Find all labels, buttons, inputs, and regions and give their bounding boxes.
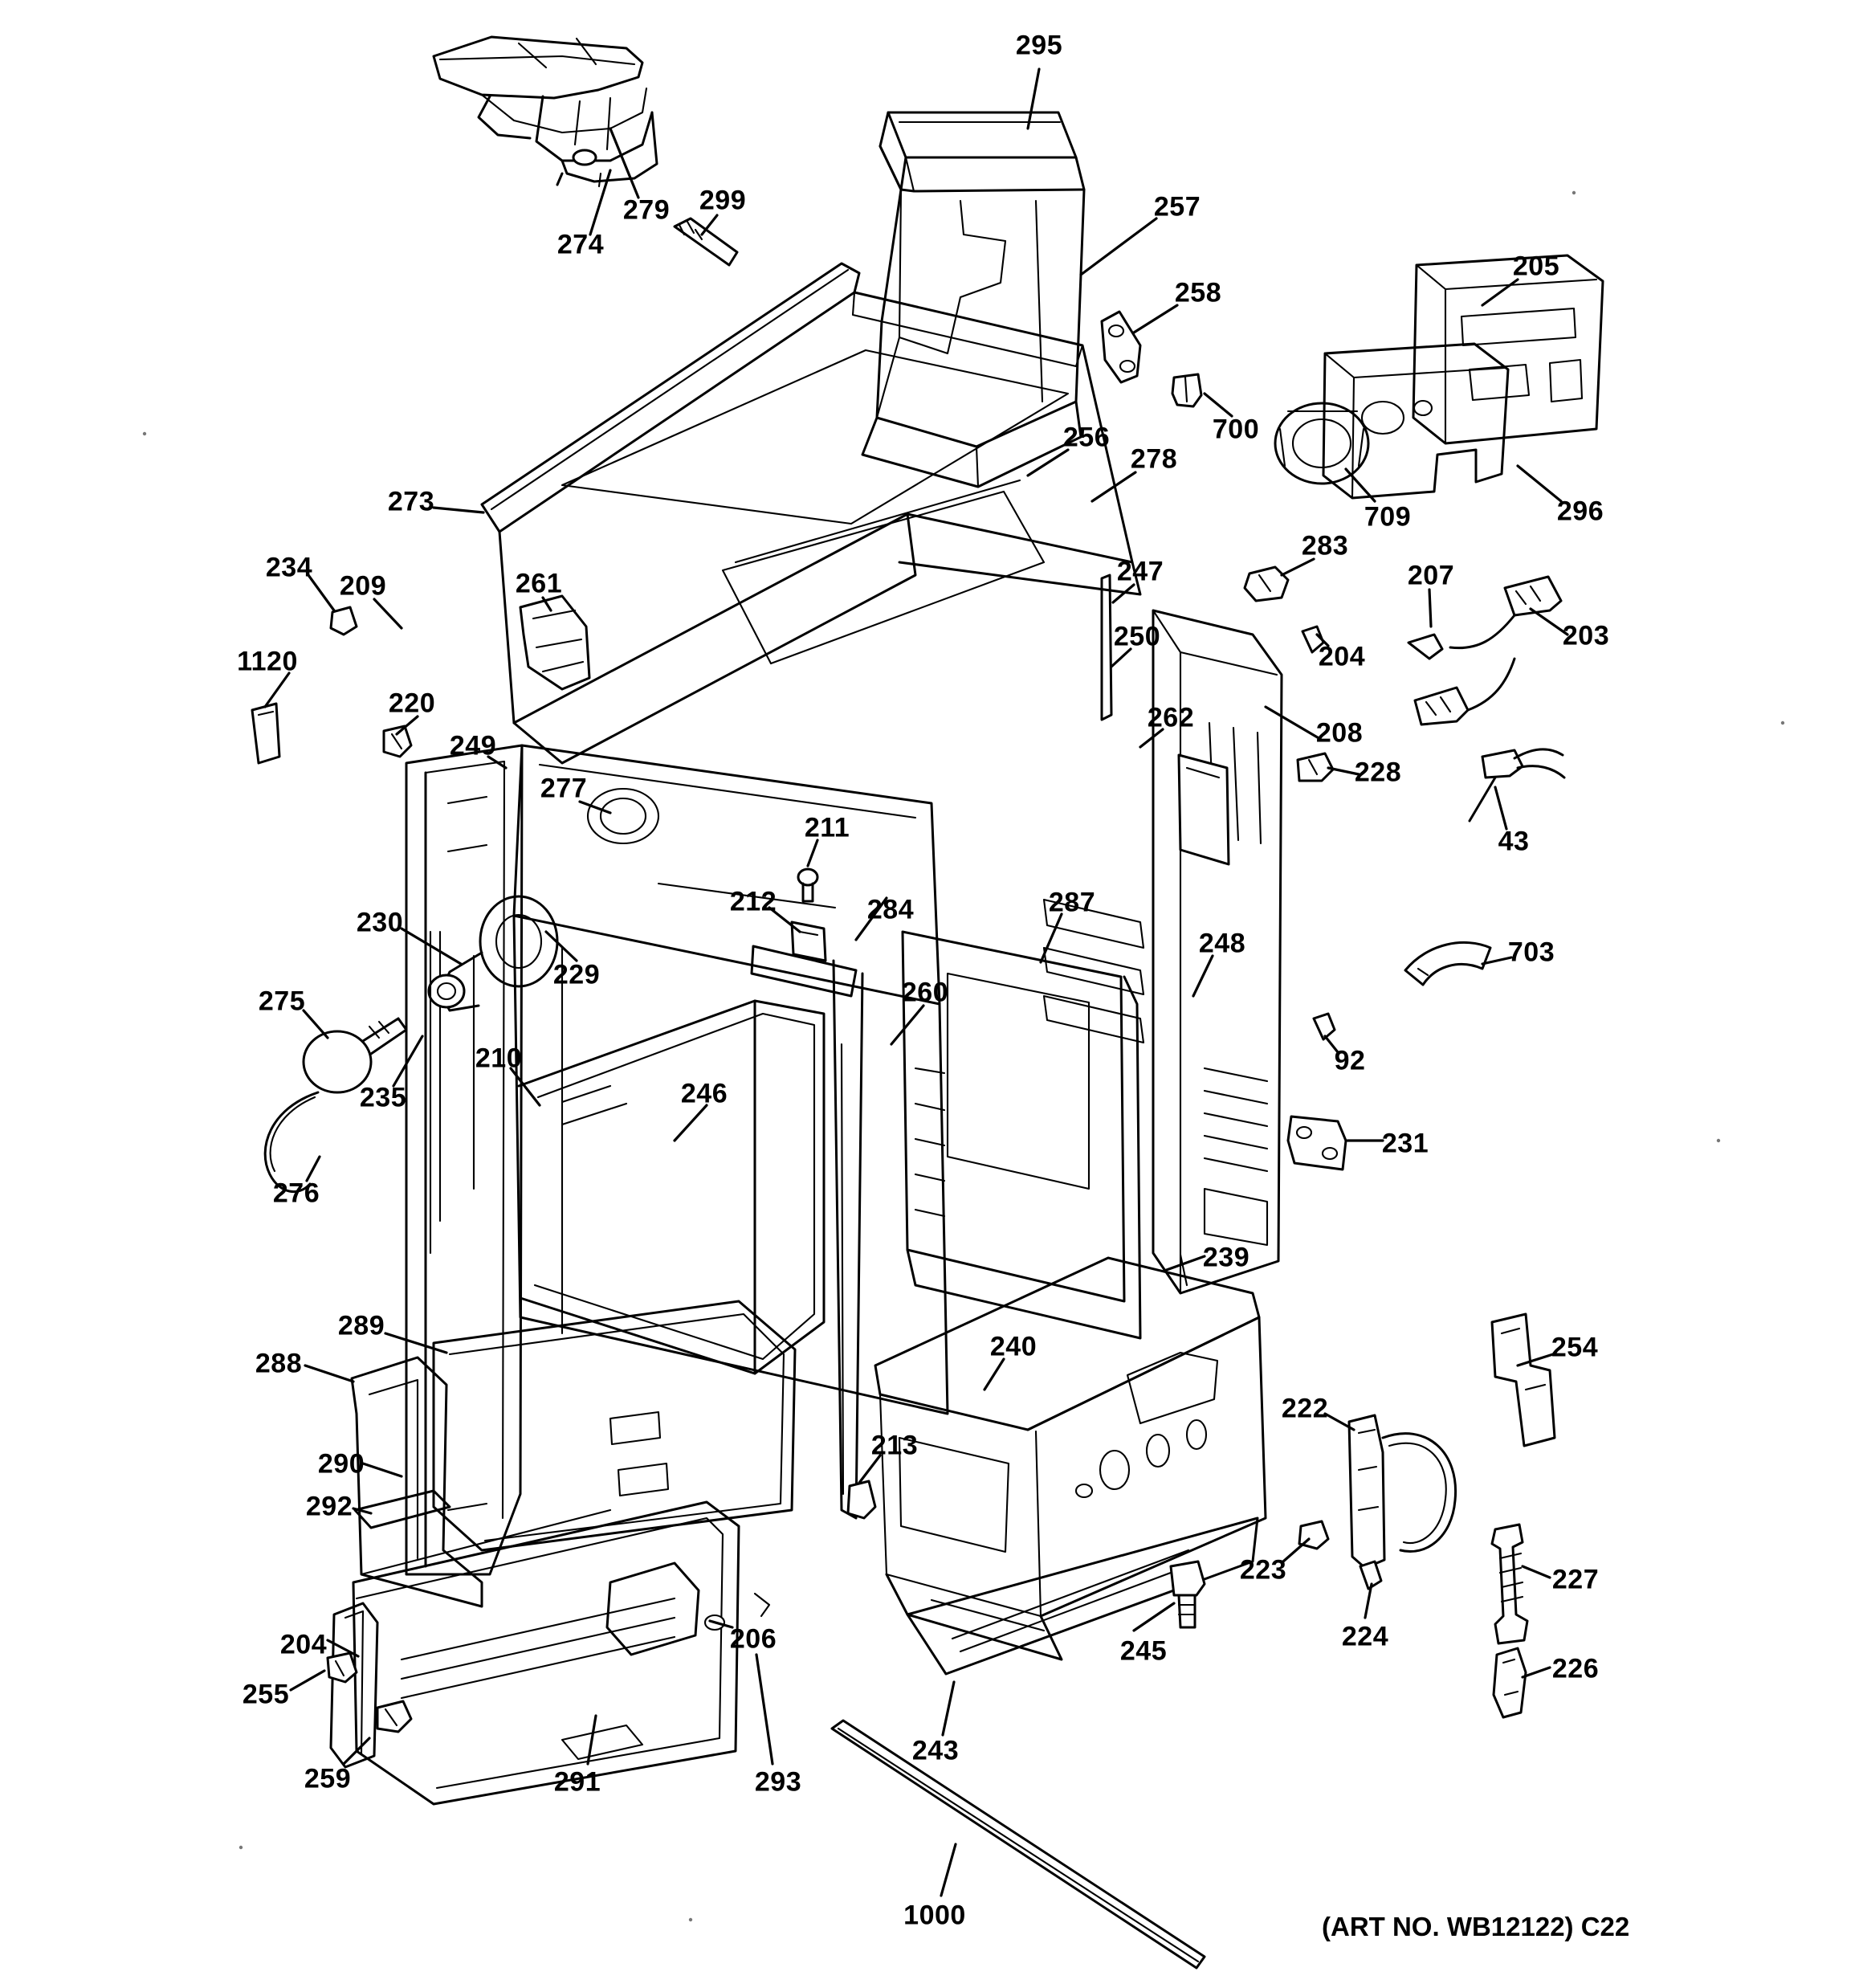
callout-230: 230 (356, 907, 404, 938)
callout-277: 277 (540, 773, 588, 804)
part-258-bracket (1102, 312, 1140, 382)
callout-296: 296 (1556, 496, 1604, 527)
callout-254: 254 (1551, 1332, 1599, 1363)
callout-291: 291 (553, 1766, 601, 1798)
callout-703: 703 (1507, 937, 1555, 968)
part-222-hinge (1349, 1415, 1456, 1568)
callout-229: 229 (552, 959, 601, 990)
callout-249: 249 (449, 730, 497, 761)
callout-206: 206 (729, 1623, 777, 1655)
part-240-bottom-front-panel (875, 1258, 1266, 1659)
callout-292: 292 (305, 1491, 353, 1522)
callout-278: 278 (1130, 443, 1178, 475)
callout-283: 283 (1301, 530, 1349, 561)
part-1000-long-strip (832, 1721, 1205, 1968)
callout-245: 245 (1119, 1635, 1168, 1667)
part-283-nut (1245, 567, 1288, 601)
callout-234: 234 (265, 552, 313, 583)
part-277-oven-cavity (514, 745, 948, 1414)
callout-293: 293 (754, 1766, 802, 1798)
part-43-terminal (1470, 749, 1564, 821)
part-288-drawer-slide (352, 1357, 699, 1655)
callout-290: 290 (317, 1448, 365, 1480)
callout-274: 274 (556, 229, 605, 260)
part-700-clip (1172, 374, 1201, 406)
callout-295: 295 (1015, 30, 1063, 61)
part-226-bracket (1494, 1648, 1526, 1717)
callout-246: 246 (680, 1078, 728, 1109)
part-211-screw (798, 869, 817, 901)
part-260-divider-rail (752, 946, 862, 1518)
part-239-bracket (1180, 1255, 1187, 1285)
callout-226: 226 (1551, 1653, 1600, 1684)
callout-257: 257 (1153, 191, 1201, 222)
callout-208: 208 (1315, 717, 1364, 749)
callout-203: 203 (1562, 620, 1610, 651)
callout-250: 250 (1113, 621, 1161, 652)
part-213-clip (848, 1481, 875, 1518)
callout-239: 239 (1202, 1242, 1250, 1273)
callout-224: 224 (1341, 1621, 1389, 1652)
callout-235: 235 (359, 1082, 407, 1113)
part-231-bracket (1288, 1116, 1346, 1170)
callout-256: 256 (1062, 422, 1111, 453)
callout-92: 92 (1334, 1045, 1366, 1076)
callout-258: 258 (1174, 277, 1222, 308)
callout-205: 205 (1512, 251, 1560, 282)
part-254-bracket (1492, 1314, 1555, 1446)
callout-284: 284 (866, 894, 915, 925)
part-291-bottom-panel (353, 1502, 739, 1804)
part-245-bolt (1171, 1561, 1205, 1627)
callout-223: 223 (1239, 1554, 1287, 1586)
callout-207: 207 (1407, 560, 1455, 591)
part-229-lamp-socket (429, 896, 557, 1010)
callout-211: 211 (804, 812, 850, 843)
callout-260: 260 (901, 977, 949, 1008)
part-273-main-top (482, 263, 1140, 763)
callout-255: 255 (242, 1679, 290, 1710)
callout-210: 210 (475, 1043, 523, 1074)
callout-222: 222 (1281, 1393, 1329, 1424)
callout-709: 709 (1364, 501, 1412, 533)
callout-262: 262 (1147, 702, 1195, 733)
part-255-clip (328, 1653, 357, 1682)
art-number-note: (ART NO. WB12122) C22 (1322, 1912, 1630, 1941)
part-259-bracket (377, 1701, 411, 1732)
callout-275: 275 (258, 986, 306, 1017)
callout-279: 279 (622, 194, 671, 226)
callout-209: 209 (339, 570, 387, 602)
callout-248: 248 (1198, 928, 1246, 959)
callout-273: 273 (387, 486, 435, 517)
callout-276: 276 (272, 1178, 320, 1209)
callout-227: 227 (1551, 1564, 1600, 1595)
part-205-rear-panel (1413, 255, 1603, 443)
part-227-spring (1492, 1525, 1527, 1643)
callout-247: 247 (1116, 556, 1164, 587)
callout-259: 259 (304, 1763, 352, 1794)
callout-1000: 1000 (903, 1900, 966, 1931)
part-299-screw (675, 218, 737, 265)
callout-228: 228 (1354, 757, 1402, 788)
callout-204b: 204 (279, 1629, 328, 1660)
part-1120-plate (252, 704, 279, 763)
callout-287: 287 (1048, 887, 1096, 918)
callout-240: 240 (989, 1331, 1037, 1362)
callout-288: 288 (255, 1348, 303, 1379)
callout-213: 213 (870, 1430, 919, 1461)
callout-204: 204 (1318, 641, 1366, 672)
part-220-clip (384, 726, 411, 757)
part-246-oven-rack (519, 1001, 824, 1374)
callout-261: 261 (515, 568, 563, 599)
part-261-bracket (520, 596, 589, 689)
callout-243: 243 (911, 1735, 960, 1766)
callout-231: 231 (1381, 1128, 1429, 1159)
callout-700: 700 (1212, 414, 1260, 445)
part-207-connector (1408, 635, 1442, 659)
callout-43: 43 (1498, 826, 1530, 857)
part-709-blower-ring (1275, 403, 1368, 484)
part-257-vent-duct (862, 146, 1084, 487)
part-247-bracket (1102, 575, 1111, 720)
callout-220: 220 (388, 688, 436, 719)
part-249-left-side-panel (406, 745, 522, 1574)
callout-212: 212 (729, 886, 777, 917)
callout-299: 299 (699, 185, 747, 216)
part-703-bracket (1405, 942, 1490, 985)
callout-1120: 1120 (237, 646, 298, 677)
callout-289: 289 (337, 1310, 385, 1341)
part-295-vent-trim (880, 112, 1084, 191)
part-262-bracket (1179, 755, 1229, 864)
